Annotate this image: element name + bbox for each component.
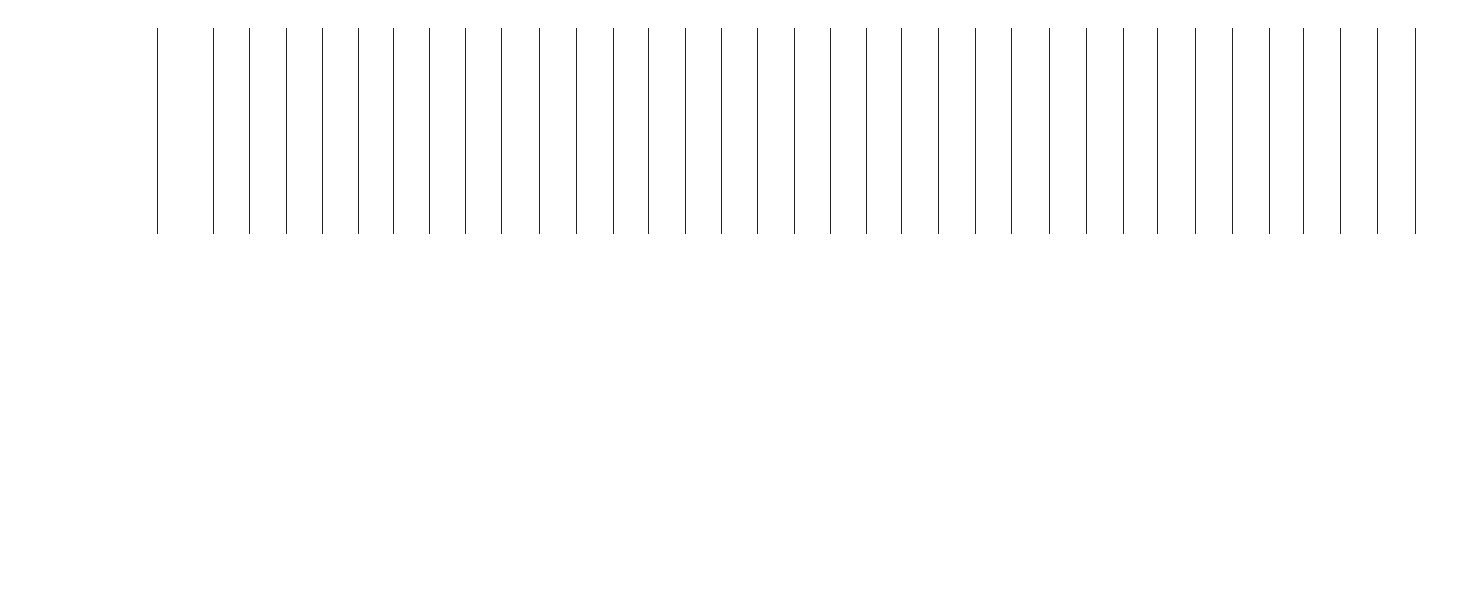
column-header-25 — [1050, 28, 1087, 234]
column-header-2 — [214, 28, 250, 234]
column-header-32 — [1304, 28, 1341, 234]
column-header-16 — [722, 28, 758, 234]
column-header-7 — [394, 28, 430, 234]
column-header-4 — [287, 28, 323, 234]
column-header-20 — [867, 28, 902, 234]
product-catalog-table — [35, 28, 1452, 234]
column-header-8 — [430, 28, 466, 234]
column-header-27 — [1124, 28, 1158, 234]
column-header-15 — [686, 28, 722, 234]
column-header-6 — [359, 28, 394, 234]
column-header-35 — [1416, 28, 1453, 234]
column-header-9 — [466, 28, 502, 234]
column-header-23 — [976, 28, 1012, 234]
column-header-18 — [795, 28, 831, 234]
column-header-30 — [1233, 28, 1270, 234]
column-header-26 — [1087, 28, 1124, 234]
column-header-3 — [250, 28, 287, 234]
column-header-0 — [35, 28, 158, 234]
column-header-14 — [649, 28, 686, 234]
column-header-22 — [939, 28, 976, 234]
column-header-21 — [902, 28, 939, 234]
column-header-31 — [1270, 28, 1304, 234]
column-header-17 — [758, 28, 795, 234]
column-header-13 — [614, 28, 649, 234]
column-header-12 — [577, 28, 614, 234]
column-header-34 — [1378, 28, 1416, 234]
column-header-1 — [158, 28, 214, 234]
column-header-24 — [1012, 28, 1050, 234]
column-header-10 — [502, 28, 540, 234]
column-header-29 — [1196, 28, 1233, 234]
column-header-28 — [1158, 28, 1196, 234]
product-table-container — [35, 28, 1452, 234]
column-header-11 — [540, 28, 577, 234]
table-header-row — [35, 28, 1452, 234]
column-header-5 — [323, 28, 359, 234]
column-header-19 — [831, 28, 867, 234]
column-header-33 — [1341, 28, 1378, 234]
